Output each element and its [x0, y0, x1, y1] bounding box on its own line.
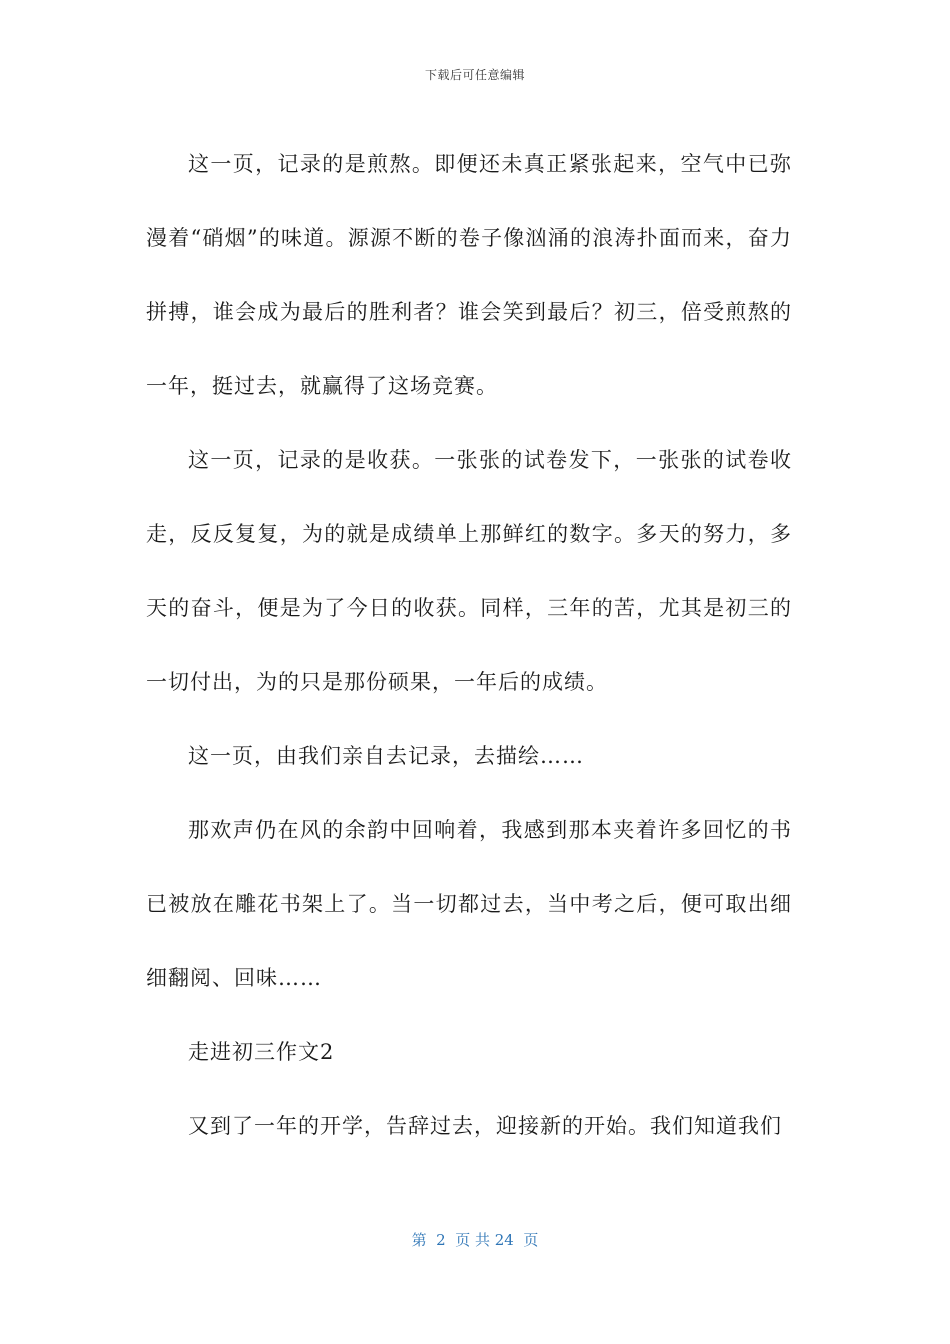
document-body — [146, 127, 792, 1163]
paragraph: 那欢声仍在风的余韵中回响着，我感到那本夹着许多回忆的书已被放在雕花书架上了。当一切都过去，当中考之后，便可取出细细翻阅、回味…… — [146, 818, 792, 990]
paragraph: 这一页，记录的是煎熬。即便还未真正紧张起来，空气中已弥漫着“硝烟”的味道。源源不断的卷子像汹涌的浪涛扑面而来，奋力拼搏，谁会成为最后的胜利者？谁会笑到最后？初三，倍受煎熬的一年，挺过去，就赢得了这场竞赛。 — [146, 152, 792, 398]
paragraph: 又到了一年的开学，告辞过去，迎接新的开始。我们知道我们 — [188, 1114, 782, 1138]
page-number-footer: 第 2 页 共 24 页 — [411, 1231, 539, 1249]
page-header: 下载后可任意编辑 — [424, 68, 525, 82]
paragraph: 这一页，记录的是收获。一张张的试卷发下，一张张的试卷收走，反反复复，为的就是成绩单上那鲜红的数字。多天的努力，多天的奋斗，便是为了今日的收获。同样，三年的苦，尤其是初三的一切付出，为的只是那份硕果，一年后的成绩。 — [146, 448, 792, 694]
paragraph: 这一页，由我们亲自去记录，去描绘…… — [188, 744, 584, 768]
section-title: 走进初三作文2 — [188, 1040, 335, 1064]
